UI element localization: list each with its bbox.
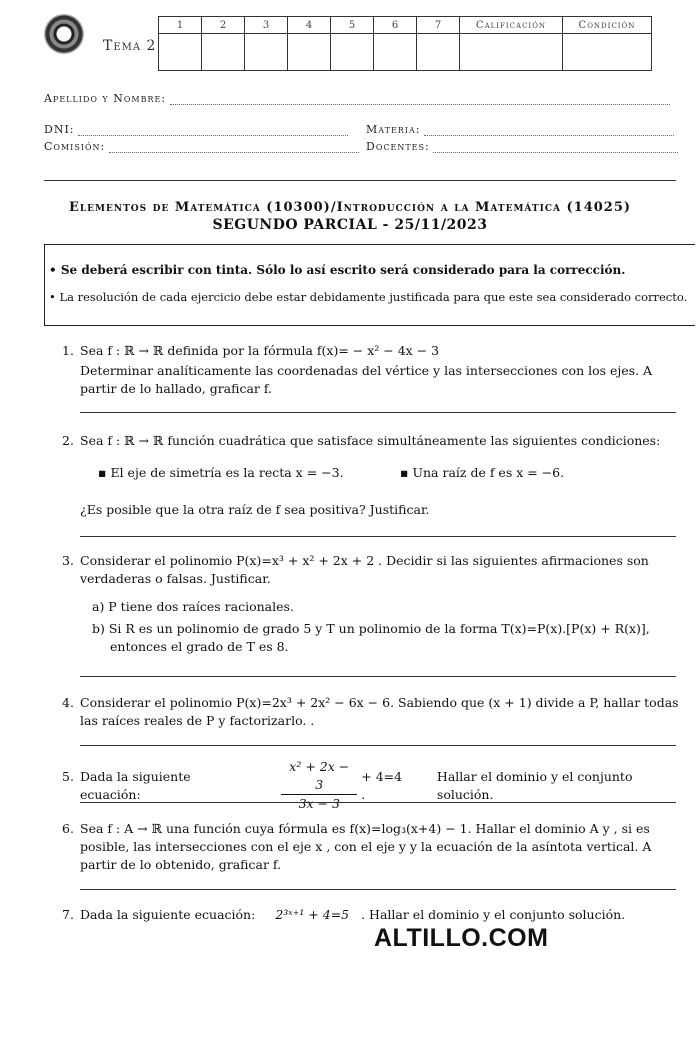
question-number: 4. xyxy=(62,695,74,710)
question-5 xyxy=(62,758,687,813)
instruction-ink-text: Se deberá escribir con tinta. Sólo lo así escrito será considerado para la corrección. xyxy=(60,263,626,277)
grade-cell[interactable] xyxy=(331,34,374,71)
question-2-condition-2: ▪ Una raíz de f es x = −6. xyxy=(400,465,565,480)
question-5-equation-tail: + 4=4 . xyxy=(361,768,403,802)
question-1 xyxy=(62,342,687,398)
apellido-row xyxy=(44,92,670,105)
answer-divider xyxy=(80,745,676,746)
grade-col-condicion: Condición xyxy=(563,17,652,34)
comision-label: Comisión: xyxy=(44,140,106,153)
university-seal-icon xyxy=(44,14,84,54)
grade-cell[interactable] xyxy=(374,34,417,71)
question-1-statement: Sea f : ℝ → ℝ definida por la fórmula f(x)= − x² − 4x − 3 xyxy=(80,343,440,358)
answer-divider xyxy=(80,889,676,890)
grade-cell[interactable] xyxy=(159,34,202,71)
comision-field[interactable] xyxy=(109,152,359,153)
dni-label: DNI: xyxy=(44,123,75,136)
question-2-task: ¿Es posible que la otra raíz de f sea positiva? Justificar. xyxy=(80,502,430,517)
question-number: 3. xyxy=(62,553,74,568)
grade-col-calificacion: Calificación xyxy=(460,17,563,34)
question-2-condition-1: ▪ El eje de simetría es la recta x = −3. xyxy=(98,465,344,480)
question-number: 6. xyxy=(62,821,74,836)
materia-row xyxy=(366,123,674,136)
question-2 xyxy=(62,432,687,450)
question-1-task: Determinar analíticamente las coordenadas del vértice y las intersecciones con los ejes. A partir de lo hallado, graficar f. xyxy=(80,363,653,396)
grade-cell[interactable] xyxy=(417,34,460,71)
answer-divider xyxy=(80,802,676,803)
question-6 xyxy=(62,820,687,874)
exam-subtitle: SEGUNDO PARCIAL - 25/11/2023 xyxy=(212,217,488,233)
instruction-justify-text: La resolución de cada ejercicio debe estar debidamente justificada para que este sea considerado correcto. xyxy=(59,290,688,304)
question-6-statement: Sea f : A → ℝ una función cuya fórmula es f(x)=log₃(x+4) − 1. Hallar el dominio A y , si es posible, las intersecciones con el eje x , con el eje y y la ecuación de la asíntota vertical. A partir de lo obtenido, graficar f. xyxy=(80,821,652,872)
instruction-ink: • Se deberá escribir con tinta. Sólo lo así escrito será considerado para la corrección. xyxy=(49,263,626,277)
question-number: 5. xyxy=(62,769,74,784)
docentes-field[interactable] xyxy=(433,152,678,153)
docentes-row xyxy=(366,140,678,153)
question-2-statement: Sea f : ℝ → ℝ función cuadrática que satisface simultáneamente las siguientes condiciones: xyxy=(80,433,661,448)
question-7-lead: Dada la siguiente ecuación: xyxy=(80,907,256,922)
question-number: 2. xyxy=(62,433,74,448)
comision-row xyxy=(44,140,359,153)
question-7-equation: 2³ˣ⁺¹ + 4=5 xyxy=(275,907,350,922)
question-5-fraction xyxy=(281,758,357,813)
grade-table xyxy=(158,16,652,71)
question-number: 1. xyxy=(62,343,74,358)
grade-col-3: 3 xyxy=(245,17,288,34)
header-divider xyxy=(44,180,676,181)
grade-cell[interactable] xyxy=(460,34,563,71)
fraction-numerator: x² + 2x − 3 xyxy=(281,758,357,795)
grade-col-4: 4 xyxy=(288,17,331,34)
answer-divider xyxy=(80,536,676,537)
apellido-field[interactable] xyxy=(170,104,670,105)
answer-divider xyxy=(80,412,676,413)
question-3-item-a: a) P tiene dos raíces racionales. xyxy=(92,599,294,614)
question-3-statement: Considerar el polinomio P(x)=x³ + x² + 2x + 2 . Decidir si las siguientes afirmaciones son verdaderas o falsas. Justificar. xyxy=(80,553,649,586)
question-3-item-b: b) Si R es un polinomio de grado 5 y T un polinomio de la forma T(x)=P(x).[P(x) + R(x)], entonces el grado de T es 8. xyxy=(92,621,650,654)
grade-cell[interactable] xyxy=(245,34,288,71)
exam-title: Elementos de Matemática (10300)/Introducción a la Matemática (14025) xyxy=(68,200,632,215)
question-4 xyxy=(62,694,687,730)
question-number: 7. xyxy=(62,907,74,922)
altillo-watermark: ALTILLO.COM xyxy=(374,924,549,952)
materia-field[interactable] xyxy=(424,135,674,136)
docentes-label: Docentes: xyxy=(366,140,430,153)
question-4-statement: Considerar el polinomio P(x)=2x³ + 2x² − 6x − 6. Sabiendo que (x + 1) divide a P, hallar todas las raíces reales de P y factorizarlo. . xyxy=(80,695,679,728)
grade-cell[interactable] xyxy=(563,34,652,71)
instructions-box xyxy=(44,244,695,326)
grade-col-1: 1 xyxy=(159,17,202,34)
grade-col-5: 5 xyxy=(331,17,374,34)
dni-field[interactable] xyxy=(78,135,348,136)
apellido-label: Apellido y Nombre: xyxy=(44,92,167,105)
materia-label: Materia: xyxy=(366,123,421,136)
question-3 xyxy=(62,552,687,656)
question-5-lead: Dada la siguiente ecuación: xyxy=(80,768,191,802)
instruction-justify: • La resolución de cada ejercicio debe estar debidamente justificada para que este sea considerado correcto. xyxy=(49,290,688,304)
question-7-task: . Hallar el dominio y el conjunto solución. xyxy=(361,907,626,922)
answer-divider xyxy=(80,676,676,677)
condition-1-text: El eje de simetría es la recta x = −3. xyxy=(110,465,344,480)
condition-2-text: Una raíz de f es x = −6. xyxy=(412,465,565,480)
tema-label: Tema 2 xyxy=(103,38,157,54)
grade-col-2: 2 xyxy=(202,17,245,34)
question-7 xyxy=(62,906,687,924)
grade-col-6: 6 xyxy=(374,17,417,34)
grade-cell[interactable] xyxy=(202,34,245,71)
grade-col-7: 7 xyxy=(417,17,460,34)
question-5-task: Hallar el dominio y el conjunto solución. xyxy=(436,768,633,802)
grade-cell[interactable] xyxy=(288,34,331,71)
fraction-denominator: 3x − 3 xyxy=(298,796,340,811)
dni-row xyxy=(44,123,348,136)
